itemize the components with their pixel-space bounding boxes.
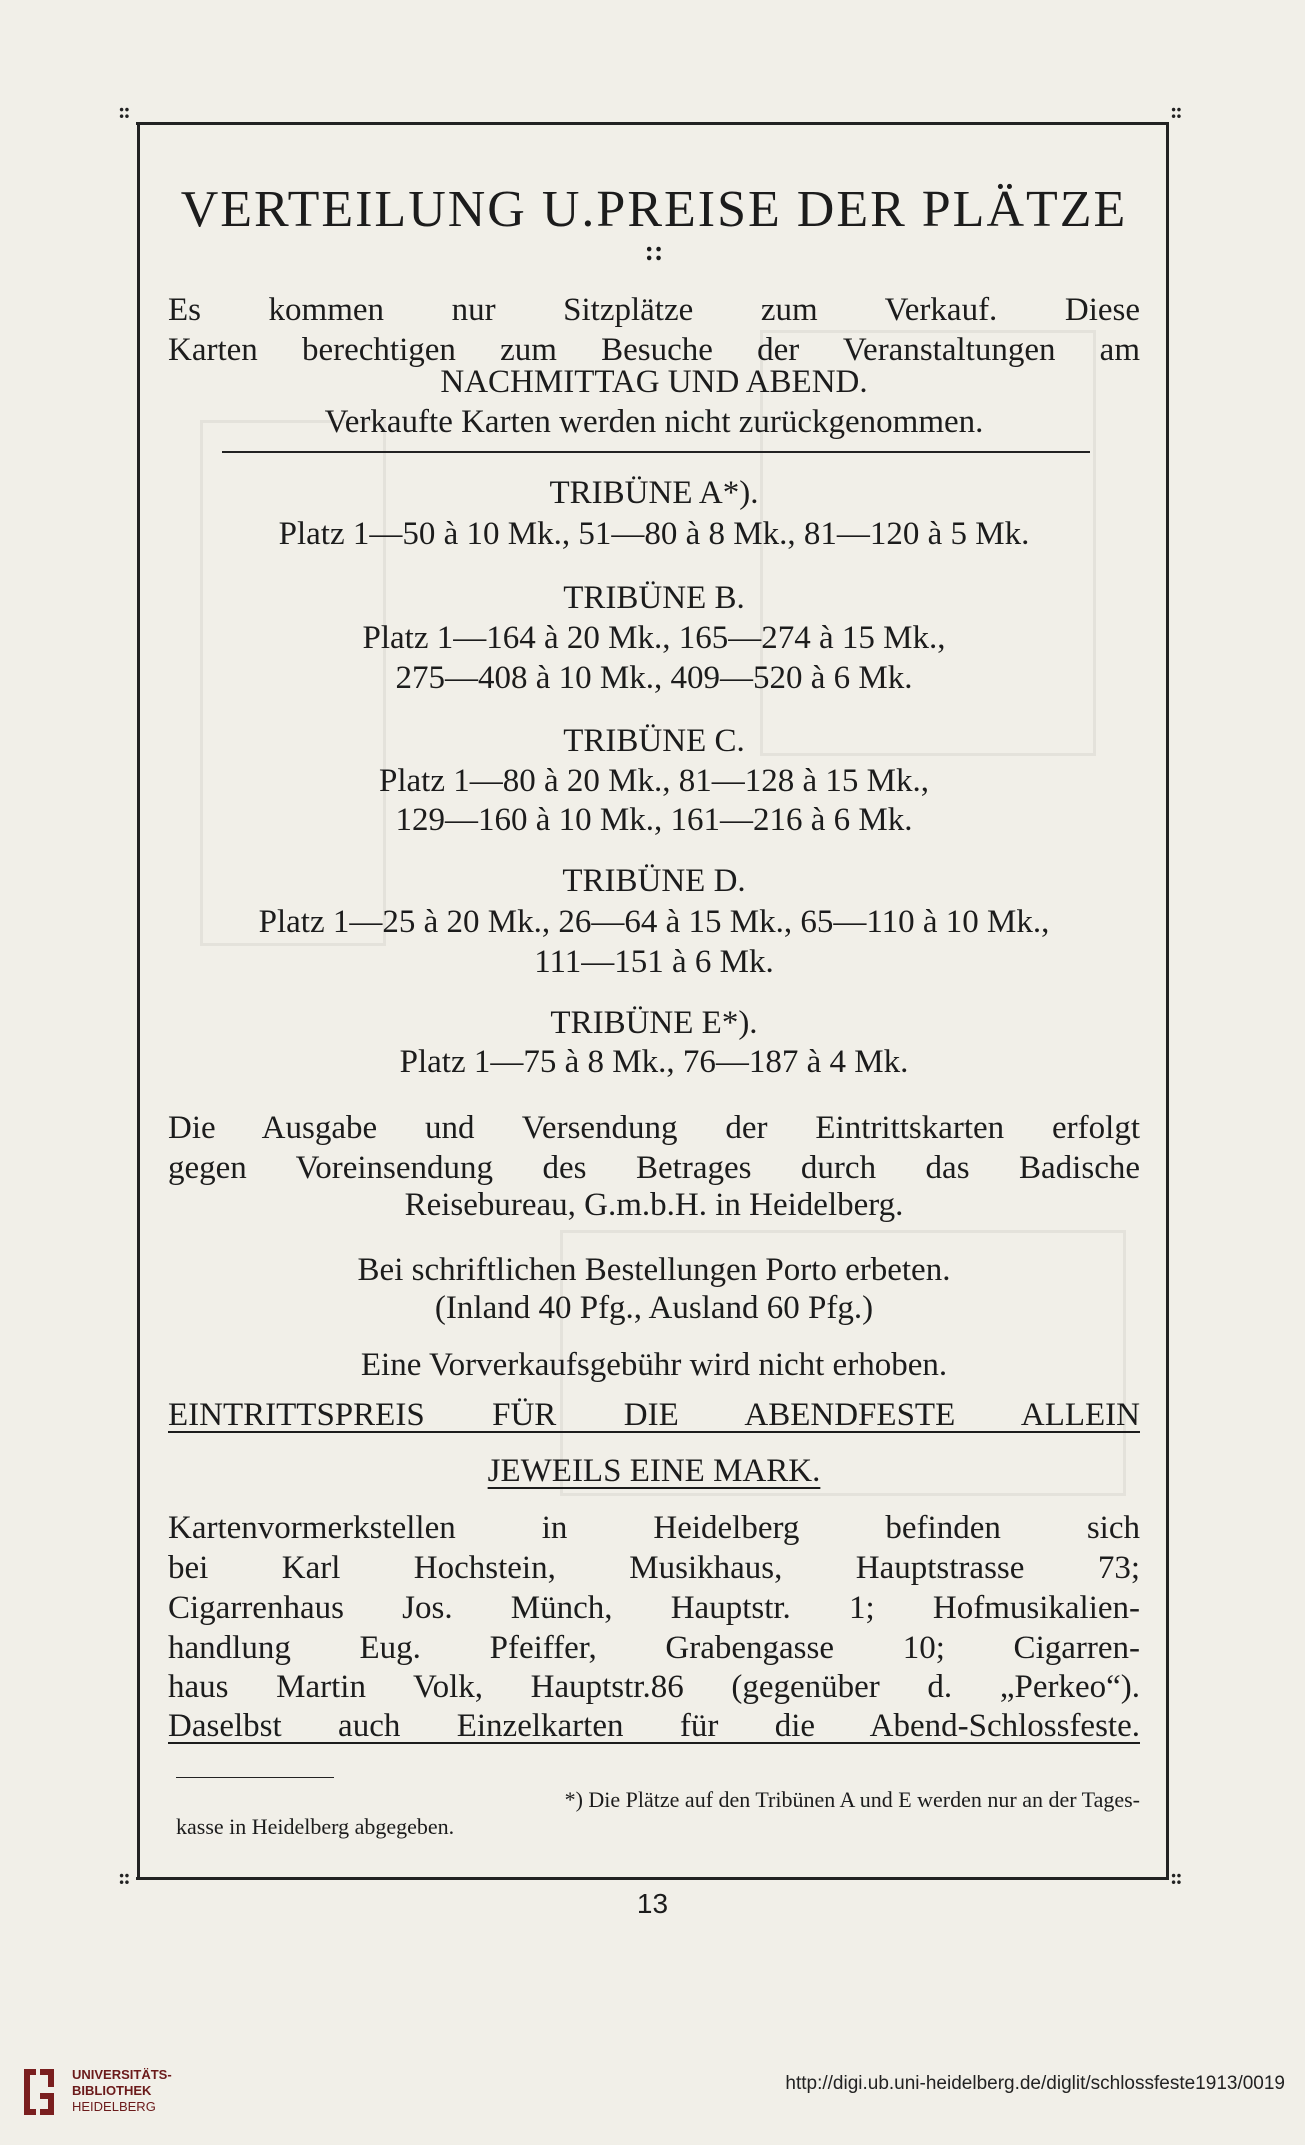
section-rule xyxy=(222,451,1090,453)
footnote-line: kasse in Heidelberg abgegeben. xyxy=(176,1814,455,1839)
corner-ornament: :: xyxy=(118,98,129,123)
page-title: VERTEILUNG U.PREISE DER PLÄTZE xyxy=(180,181,1128,238)
library-name xyxy=(72,2067,172,2115)
gebuehr-line: Eine Vorverkaufsgebühr wird nicht erhoben. xyxy=(360,1347,948,1383)
intro-line: NACHMITTAG UND ABEND. xyxy=(440,364,868,400)
tribune-prices: 275—408 à 10 Mk., 409—520 à 6 Mk. xyxy=(395,660,913,696)
tribune-prices: 111—151 à 6 Mk. xyxy=(534,944,774,980)
frame-right-rule xyxy=(1166,122,1169,1880)
tribune-prices: Platz 1—164 à 20 Mk., 165—274 à 15 Mk., xyxy=(362,620,946,656)
vormerk-line: haus Martin Volk, Hauptstr.86 (gegenüber d. „Perkeo“). xyxy=(168,1669,1140,1705)
corner-ornament: :: xyxy=(1170,1864,1181,1889)
page-number: 13 xyxy=(636,1888,669,1919)
library-name-line: HEIDELBERG xyxy=(72,2099,156,2114)
ausgabe-line: gegen Voreinsendung des Betrages durch das Badische xyxy=(168,1150,1140,1186)
vormerk-line: Cigarrenhaus Jos. Münch, Hauptstr. 1; Hofmusikalien- xyxy=(168,1590,1140,1626)
tribune-heading: TRIBÜNE A*). xyxy=(549,475,759,511)
ausgabe-line: Die Ausgabe und Versendung der Eintrittskarten erfolgt xyxy=(168,1110,1140,1146)
frame-left-rule xyxy=(137,122,140,1880)
tribune-prices: 129—160 à 10 Mk., 161—216 à 6 Mk. xyxy=(395,802,913,838)
tribune-heading: TRIBÜNE B. xyxy=(563,580,745,616)
vormerk-line: handlung Eug. Pfeiffer, Grabengasse 10; Cigarren- xyxy=(168,1630,1140,1666)
vormerk-line: bei Karl Hochstein, Musikhaus, Hauptstrasse 73; xyxy=(168,1550,1140,1586)
footnote-rule xyxy=(176,1777,334,1778)
university-library-logo-icon xyxy=(20,2063,58,2119)
tribune-heading: TRIBÜNE D. xyxy=(562,863,746,899)
intro-line: Es kommen nur Sitzplätze zum Verkauf. Diese xyxy=(168,292,1140,328)
footnote-line: *) Die Plätze auf den Tribünen A und E werden nur an der Tages- xyxy=(564,1787,1140,1812)
ausgabe-line: Reisebureau, G.m.b.H. in Heidelberg. xyxy=(404,1187,904,1223)
tribune-heading: TRIBÜNE C. xyxy=(563,723,745,759)
abendfeste-line: EINTRITTSPREIS FÜR DIE ABENDFESTE ALLEIN xyxy=(168,1397,1140,1433)
bestellungen-line: Bei schriftlichen Bestellungen Porto erbeten. xyxy=(357,1252,951,1288)
tribune-prices: Platz 1—75 à 8 Mk., 76—187 à 4 Mk. xyxy=(399,1044,909,1080)
title-ornament: :: xyxy=(644,236,664,267)
library-name-line: UNIVERSITÄTS- xyxy=(72,2067,172,2082)
tribune-prices: Platz 1—80 à 20 Mk., 81—128 à 15 Mk., xyxy=(379,763,929,799)
tribune-heading: TRIBÜNE E*). xyxy=(550,1005,758,1041)
frame-top-rule xyxy=(136,122,1168,125)
frame-bottom-rule xyxy=(136,1877,1168,1880)
tribune-prices: Platz 1—25 à 20 Mk., 26—64 à 15 Mk., 65—110 à 10 Mk., xyxy=(258,904,1050,940)
intro-line: Verkaufte Karten werden nicht zurückgenommen. xyxy=(324,404,984,440)
source-url-link[interactable]: http://digi.ub.uni-heidelberg.de/diglit/schlossfeste1913/0019 xyxy=(785,2073,1285,2094)
tribune-prices: Platz 1—50 à 10 Mk., 51—80 à 8 Mk., 81—120 à 5 Mk. xyxy=(278,516,1030,552)
intro-line: Karten berechtigen zum Besuche der Veranstaltungen am xyxy=(168,332,1140,368)
vormerk-line: Daselbst auch Einzelkarten für die Abend-Schlossfeste. xyxy=(168,1708,1140,1744)
library-name-line: BIBLIOTHEK xyxy=(72,2083,152,2098)
corner-ornament: :: xyxy=(1170,98,1181,123)
vormerk-line: Kartenvormerkstellen in Heidelberg befinden sich xyxy=(168,1510,1140,1546)
abendfeste-line: JEWEILS EINE MARK. xyxy=(487,1453,821,1489)
corner-ornament: :: xyxy=(118,1864,129,1889)
bestellungen-line: (Inland 40 Pfg., Ausland 60 Pfg.) xyxy=(434,1290,874,1326)
